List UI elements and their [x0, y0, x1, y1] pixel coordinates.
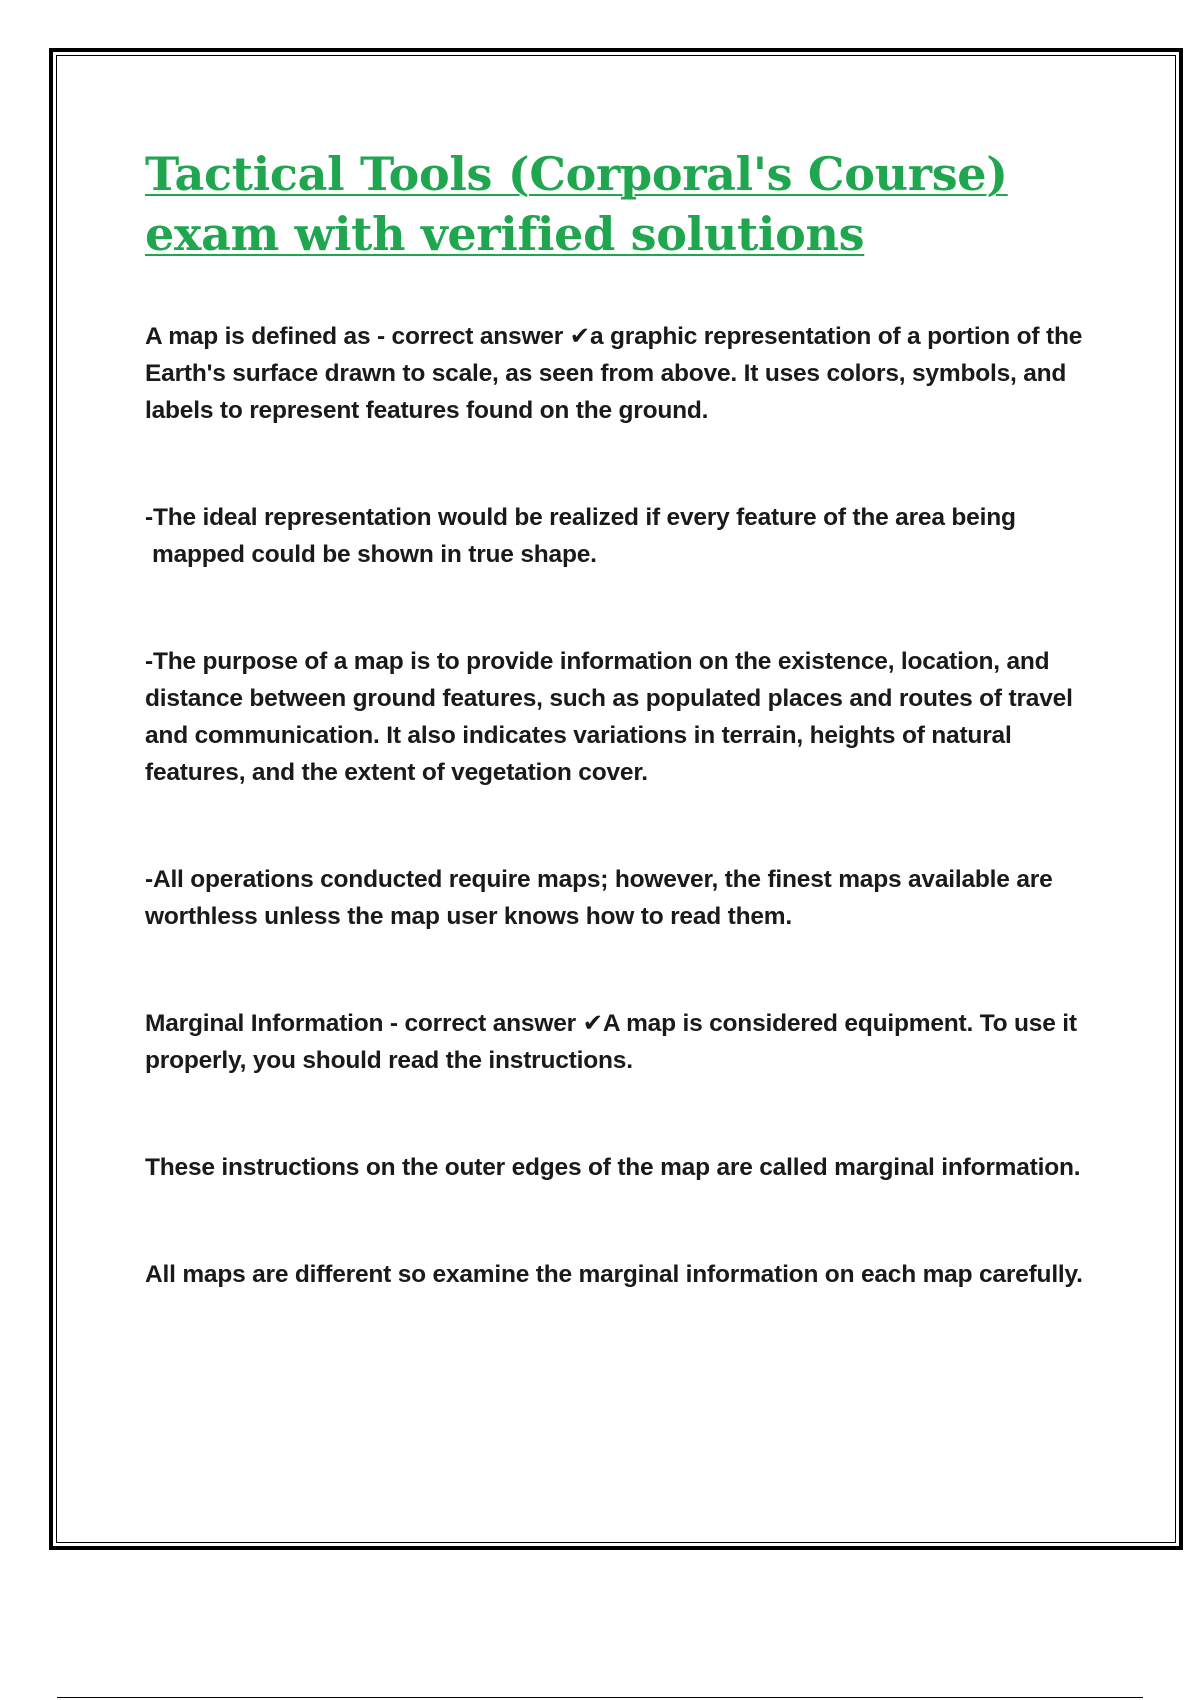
paragraph-operations: -All operations conducted require maps; however, the finest maps available are worthless unless the map user knows how to read them. [145, 866, 1053, 930]
paragraph-map-purpose: -The purpose of a map is to provide information on the existence, location, and distance between ground features, such as populated places and routes of travel and communication. It also indicates variations in terrain, heights of natural features, and the extent of vegetation cover. [145, 648, 1073, 786]
paragraph-examine-maps: All maps are different so examine the marginal information on each map carefully. [145, 1261, 1083, 1288]
paragraph-ideal-representation: -The ideal representation would be realized if every feature of the area being mapped could be shown in true shape. [145, 504, 1016, 568]
document-body [145, 318, 1095, 1293]
paragraph-map-definition: A map is defined as - correct answer ✔a graphic representation of a portion of the Earth's surface drawn to scale, as seen from above. It uses colors, symbols, and labels to represent features found on the ground. [145, 323, 1083, 424]
paragraph-marginal-definition: These instructions on the outer edges of the map are called marginal information. [145, 1154, 1081, 1181]
document-title: Tactical Tools (Corporal's Course) exam with verified solutions [145, 147, 1008, 261]
footer-divider [57, 1697, 1143, 1698]
paragraph-marginal-information: Marginal Information - correct answer ✔A map is considered equipment. To use it properly, you should read the instructions. [145, 1010, 1077, 1074]
